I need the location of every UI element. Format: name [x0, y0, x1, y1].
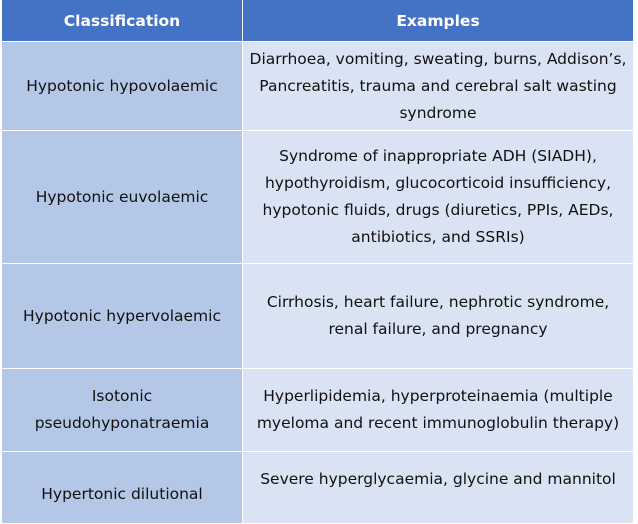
examples-cell: Cirrhosis, heart failure, nephrotic syndrome, renal failure, and pregnancy — [243, 264, 634, 369]
classification-cell: Hypotonic euvolaemic — [2, 131, 243, 264]
table-row — [2, 264, 634, 369]
examples-cell: Diarrhoea, vomiting, sweating, burns, Addison’s, Pancreatitis, trauma and cerebral salt wasting syndrome — [243, 42, 634, 131]
examples-cell: Severe hyperglycaemia, glycine and mannitol — [243, 452, 634, 524]
table-row — [2, 369, 634, 452]
classification-cell: Isotonic pseudohyponatraemia — [2, 369, 243, 452]
header-row — [2, 0, 634, 42]
examples-cell: Syndrome of inappropriate ADH (SIADH), hypothyroidism, glucocorticoid insufficiency, hypotonic fluids, drugs (diuretics, PPIs, AEDs, antibiotics, and SSRIs) — [243, 131, 634, 264]
header-examples: Examples — [243, 0, 634, 42]
table-row — [2, 42, 634, 131]
header-classification: Classification — [2, 0, 243, 42]
examples-cell: Hyperlipidemia, hyperproteinaemia (multiple myeloma and recent immunoglobulin therapy) — [243, 369, 634, 452]
classification-cell: Hypotonic hypovolaemic — [2, 42, 243, 131]
table-row — [2, 452, 634, 524]
table-row — [2, 131, 634, 264]
classification-table — [1, 0, 634, 524]
classification-cell: Hypotonic hypervolaemic — [2, 264, 243, 369]
classification-cell: Hypertonic dilutional — [2, 452, 243, 524]
